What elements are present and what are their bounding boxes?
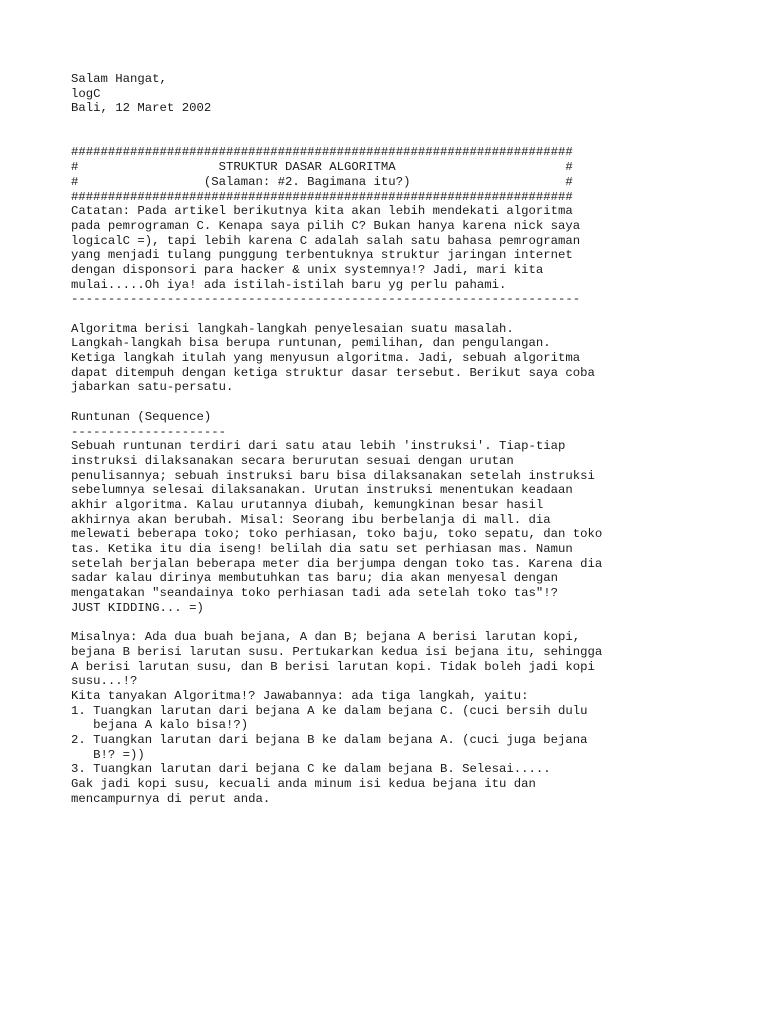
document-line: Runtunan (Sequence) [71, 409, 212, 424]
document-text [71, 72, 602, 806]
document-line: Kita tanyakan Algoritma!? Jawabannya: ada tiga langkah, yaitu: [71, 688, 529, 703]
document-line: dapat ditempuh dengan ketiga struktur dasar tersebut. Berikut saya coba [71, 365, 595, 380]
document-line: instruksi dilaksanakan secara berurutan sesuai dengan urutan [71, 453, 514, 468]
document-line: --------------------------------------------------------------------- [71, 292, 581, 307]
document-line: 2. Tuangkan larutan dari bejana B ke dalam bejana A. (cuci juga bejana [71, 732, 588, 747]
document-line: --------------------- [71, 424, 226, 439]
document-line: mulai.....Oh iya! ada istilah-istilah baru yg perlu pahami. [71, 277, 507, 292]
document-line: 3. Tuangkan larutan dari bejana C ke dalam bejana B. Selesai..... [71, 762, 551, 777]
document-line: melewati beberapa toko; toko perhiasan, toko baju, toko sepatu, dan toko [71, 527, 603, 542]
document-line: #################################################################### [71, 145, 573, 160]
document-line: tas. Ketika itu dia iseng! belilah dia satu set perhiasan mas. Namun [71, 542, 573, 556]
document-line: bejana A kalo bisa!?) [71, 718, 249, 733]
document-line: yang menjadi tulang punggung terbentuknya struktur jaringan internet [71, 248, 573, 263]
document-line: bejana B berisi larutan susu. Pertukarkan kedua isi bejana itu, sehingga [71, 644, 603, 659]
document-line: akhirnya akan berubah. Misal: Seorang ibu berbelanja di mall. dia [71, 512, 551, 527]
document-line [71, 615, 602, 630]
document-line: # STRUKTUR DASAR ALGORITMA # [71, 160, 573, 175]
document-line: Gak jadi kopi susu, kecuali anda minum isi kedua bejana itu dan [71, 777, 536, 791]
document-line: A berisi larutan susu, dan B berisi larutan kopi. Tidak boleh jadi kopi [71, 659, 595, 674]
document-line [71, 116, 602, 131]
document-line: logicalC =), tapi lebih karena C adalah salah satu bahasa pemrograman [71, 233, 581, 248]
document-line: logC [71, 86, 101, 101]
document-line: Sebuah runtunan terdiri dari satu atau lebih 'instruksi'. Tiap-tiap [71, 439, 566, 454]
document-line: B!? =)) [71, 747, 145, 762]
document-line [71, 131, 602, 146]
document-line: # (Salaman: #2. Bagimana itu?) # [71, 174, 573, 189]
document-line: Misalnya: Ada dua buah bejana, A dan B; bejana A berisi larutan kopi, [71, 630, 581, 645]
document-line: Langkah-langkah bisa berupa runtunan, pemilihan, dan pengulangan. [71, 336, 551, 351]
document-line: Catatan: Pada artikel berikutnya kita akan lebih mendekati algoritma [71, 204, 573, 219]
document-line: setelah berjalan beberapa meter dia berjumpa dengan toko tas. Karena dia [71, 556, 603, 571]
document-line: mencampurnya di perut anda. [71, 791, 271, 806]
document-line: 1. Tuangkan larutan dari bejana A ke dalam bejana C. (cuci bersih dulu [71, 703, 588, 718]
document-line: sadar kalau dirinya membutuhkan tas baru; dia akan menyesal dengan [71, 571, 559, 586]
document-line: jabarkan satu-persatu. [71, 380, 234, 395]
document-line: Bali, 12 Maret 2002 [71, 101, 212, 116]
document-line: #################################################################### [71, 189, 573, 204]
document-line: akhir algoritma. Kalau urutannya diubah, kemungkinan besar hasil [71, 497, 544, 512]
document-line: dengan disponsori para hacker & unix systemnya!? Jadi, mari kita [71, 262, 544, 277]
document-line: sebelumnya selesai dilaksanakan. Urutan instruksi menentukan keadaan [71, 483, 573, 498]
document-line: Ketiga langkah itulah yang menyusun algoritma. Jadi, sebuah algoritma [71, 351, 581, 366]
document-line: JUST KIDDING... =) [71, 600, 204, 615]
document-line: penulisannya; sebuah instruksi baru bisa dilaksanakan setelah instruksi [71, 468, 595, 483]
document-line [71, 395, 602, 410]
document-line: Algoritma berisi langkah-langkah penyelesaian suatu masalah. [71, 321, 514, 336]
document-line: susu...!? [71, 674, 138, 689]
document-line: Salam Hangat, [71, 72, 167, 86]
document-line: pada pemrograman C. Kenapa saya pilih C? Bukan hanya karena nick saya [71, 218, 581, 233]
document-line [71, 307, 602, 322]
document-line: mengatakan "seandainya toko perhiasan tadi ada setelah toko tas"!? [71, 586, 559, 601]
